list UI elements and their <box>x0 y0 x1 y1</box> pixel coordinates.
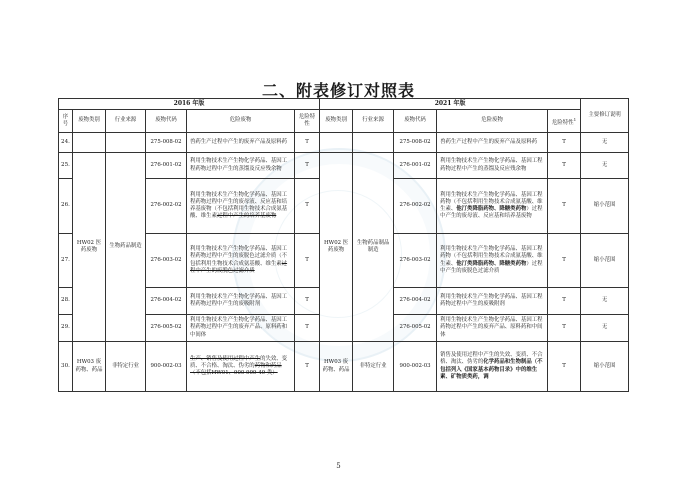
source-header-old: 行业来源 <box>106 110 146 133</box>
added-text: 他汀类降脂药物、降糖类药物 <box>456 206 527 212</box>
source-bio-new: 生物药品制品制造 <box>353 153 394 342</box>
property-cell-new: T <box>548 153 581 179</box>
waste-cell-old: 利用生物技术生产生物化学药品、基因工程药物过程中产生的废脱色过滤介质（不包括利用生物技术合成氨基酸、维生素过程中产生的废脱色过滤介质 <box>187 234 295 288</box>
deleted-text: 药物和药品（不包括HW01、900-999-49 类） <box>190 362 282 377</box>
waste-header-old: 危险废物 <box>187 110 295 133</box>
revision-note-header: 主要修订说明 <box>581 99 629 133</box>
category-hw02-new: HW02 医药废物 <box>320 153 353 342</box>
revision-note-cell: 缩小范围 <box>581 179 629 234</box>
property-cell-old: T <box>295 315 320 342</box>
waste-cell-new: 兽药生产过程中产生的废弃产品及原料药 <box>437 133 548 153</box>
source-bio-old: 生物药品制造 <box>106 153 146 342</box>
property-header-new: 危险特性$^1$ <box>548 110 581 133</box>
property-cell-old: T <box>295 133 320 153</box>
edition-2021: 2021 年版 <box>320 99 581 110</box>
code-header-new: 废物代码 <box>394 110 437 133</box>
source-nonspec-new: 非特定行业 <box>353 342 394 392</box>
category-cell-new <box>320 133 353 153</box>
source-nonspec-old: 非特定行业 <box>106 342 146 392</box>
waste-cell-new: 利用生物技术生产生物化学药品、基因工程药物过程中产生的蒸馏及反应残余物 <box>437 153 548 179</box>
deleted-text: 生产、销售及使用过程中产生 <box>190 355 261 362</box>
edition-2016: 2016 年版 <box>59 99 320 110</box>
waste-cell-old: 利用生物技术生产生物化学药品、基因工程药物过程中产生的废弃产品、原料药和中间体 <box>187 315 295 342</box>
category-header-old: 废物类别 <box>73 110 106 133</box>
code-cell-old: 275-008-02 <box>146 133 187 153</box>
property-cell-new: T <box>548 179 581 234</box>
row-seq: 26. <box>59 179 73 234</box>
category-cell-old <box>73 133 106 153</box>
revision-note-cell: 无 <box>581 133 629 153</box>
table-row <box>59 133 629 153</box>
waste-cell-new: 利用生物技术生产生物化学药品、基因工程药物（不包括利用生物技术合成氨基酸、维生素、他汀类降脂药物、降糖类药物）过程中产生的废脱色过滤介质 <box>437 234 548 288</box>
revision-note-cell: 无 <box>581 153 629 179</box>
table-row <box>59 153 629 179</box>
code-cell-new: 276-005-02 <box>394 315 437 342</box>
row-seq: 30. <box>59 342 73 392</box>
code-header-old: 废物代码 <box>146 110 187 133</box>
property-header-old: 危险特性 <box>295 110 320 133</box>
source-header-new: 行业来源 <box>353 110 394 133</box>
property-cell-new: T <box>548 133 581 153</box>
code-cell-old: 276-005-02 <box>146 315 187 342</box>
property-cell-new: T <box>548 342 581 392</box>
deleted-text: 过程中产生的培养基废物 <box>216 213 277 220</box>
source-cell-old <box>106 133 146 153</box>
property-cell-new: T <box>548 234 581 288</box>
property-cell-new: T <box>548 315 581 342</box>
waste-cell-old: 利用生物技术生产生物化学药品、基因工程药物过程中产生的废母液、反应基和培养基废物（不包括利用生物技术合成氨基酸、维生素过程中产生的培养基废物 <box>187 179 295 234</box>
revision-note-cell: 缩小范围 <box>581 342 629 392</box>
revision-note-cell: 无 <box>581 315 629 342</box>
category-header-new: 废物类别 <box>320 110 353 133</box>
waste-cell-new: 利用生物技术生产生物化学药品、基因工程药物过程中产生的废吸附剂 <box>437 288 548 315</box>
added-text: 化学药品和生物制品（不包括列入《国家基本药物目录》中的维生素、矿物质类药，调 <box>440 359 543 380</box>
waste-cell-new: 利用生物技术生产生物化学药品、基因工程药物过程中产生的废弃产品、原料药和中间体 <box>437 315 548 342</box>
table-row <box>59 342 629 392</box>
revision-comparison-table <box>58 98 629 392</box>
waste-cell-old: 兽药生产过程中产生的废弃产品及原料药 <box>187 133 295 153</box>
row-seq: 28. <box>59 288 73 315</box>
waste-cell-old: 生产、销售及使用过程中产生的失效、变质、不合格、淘汰、伪劣的药物和药品（不包括HW01、900-999-49 类） <box>187 342 295 392</box>
code-cell-new: 276-001-02 <box>394 153 437 179</box>
source-cell-new <box>353 133 394 153</box>
page-number: 5 <box>336 462 341 470</box>
code-cell-new: 276-002-02 <box>394 179 437 234</box>
category-hw03-old: HW03 废药物、药品 <box>73 342 106 392</box>
waste-cell-old: 利用生物技术生产生物化学药品、基因工程药物过程中产生的废吸附剂 <box>187 288 295 315</box>
property-cell-old: T <box>295 179 320 234</box>
column-header-row <box>59 110 629 133</box>
code-cell-old: 900-002-03 <box>146 342 187 392</box>
waste-cell-new: 销售及使用过程中产生的失效、变质、不合格、淘汰、伪劣的化学药品和生物制品（不包括列入《国家基本药物目录》中的维生素、矿物质类药，调 <box>437 342 548 392</box>
deleted-text: 过程中产生的废脱色过滤介质 <box>190 260 288 274</box>
code-cell-new: 900-002-03 <box>394 342 437 392</box>
property-cell-new: T <box>548 288 581 315</box>
category-hw02-old: HW02 医药废物 <box>73 153 106 342</box>
code-cell-old: 276-003-02 <box>146 234 187 288</box>
revision-note-cell: 缩小范围 <box>581 234 629 288</box>
code-cell-new: 275-008-02 <box>394 133 437 153</box>
waste-cell-new: 利用生物技术生产生物化学药品、基因工程药物（不包括利用生物技术合成氨基酸、维生素、他汀类降脂药物、降糖类药物）过程中产生的废母液、反应基和培养基废物 <box>437 179 548 234</box>
row-seq: 27. <box>59 234 73 288</box>
edition-header-row <box>59 99 629 110</box>
property-cell-old: T <box>295 234 320 288</box>
property-cell-old: T <box>295 153 320 179</box>
property-cell-old: T <box>295 288 320 315</box>
page-title: 二、附表修订对照表 <box>261 81 415 100</box>
code-cell-old: 276-004-02 <box>146 288 187 315</box>
waste-header-new: 危险废物 <box>437 110 548 133</box>
row-seq: 25. <box>59 153 73 179</box>
row-seq: 24. <box>59 133 73 153</box>
code-cell-new: 276-004-02 <box>394 288 437 315</box>
revision-note-cell: 无 <box>581 288 629 315</box>
seq-header: 序号 <box>59 110 73 133</box>
waste-cell-old: 利用生物技术生产生物化学药品、基因工程药物过程中产生的蒸馏及反应残余物 <box>187 153 295 179</box>
code-cell-old: 276-001-02 <box>146 153 187 179</box>
code-cell-old: 276-002-02 <box>146 179 187 234</box>
added-text: 他汀类降脂药物、降糖类药物 <box>456 260 527 267</box>
property-cell-old: T <box>295 342 320 392</box>
category-hw03-new: HW03 废药物、药品 <box>320 342 353 392</box>
code-cell-new: 276-003-02 <box>394 234 437 288</box>
row-seq: 29. <box>59 315 73 342</box>
